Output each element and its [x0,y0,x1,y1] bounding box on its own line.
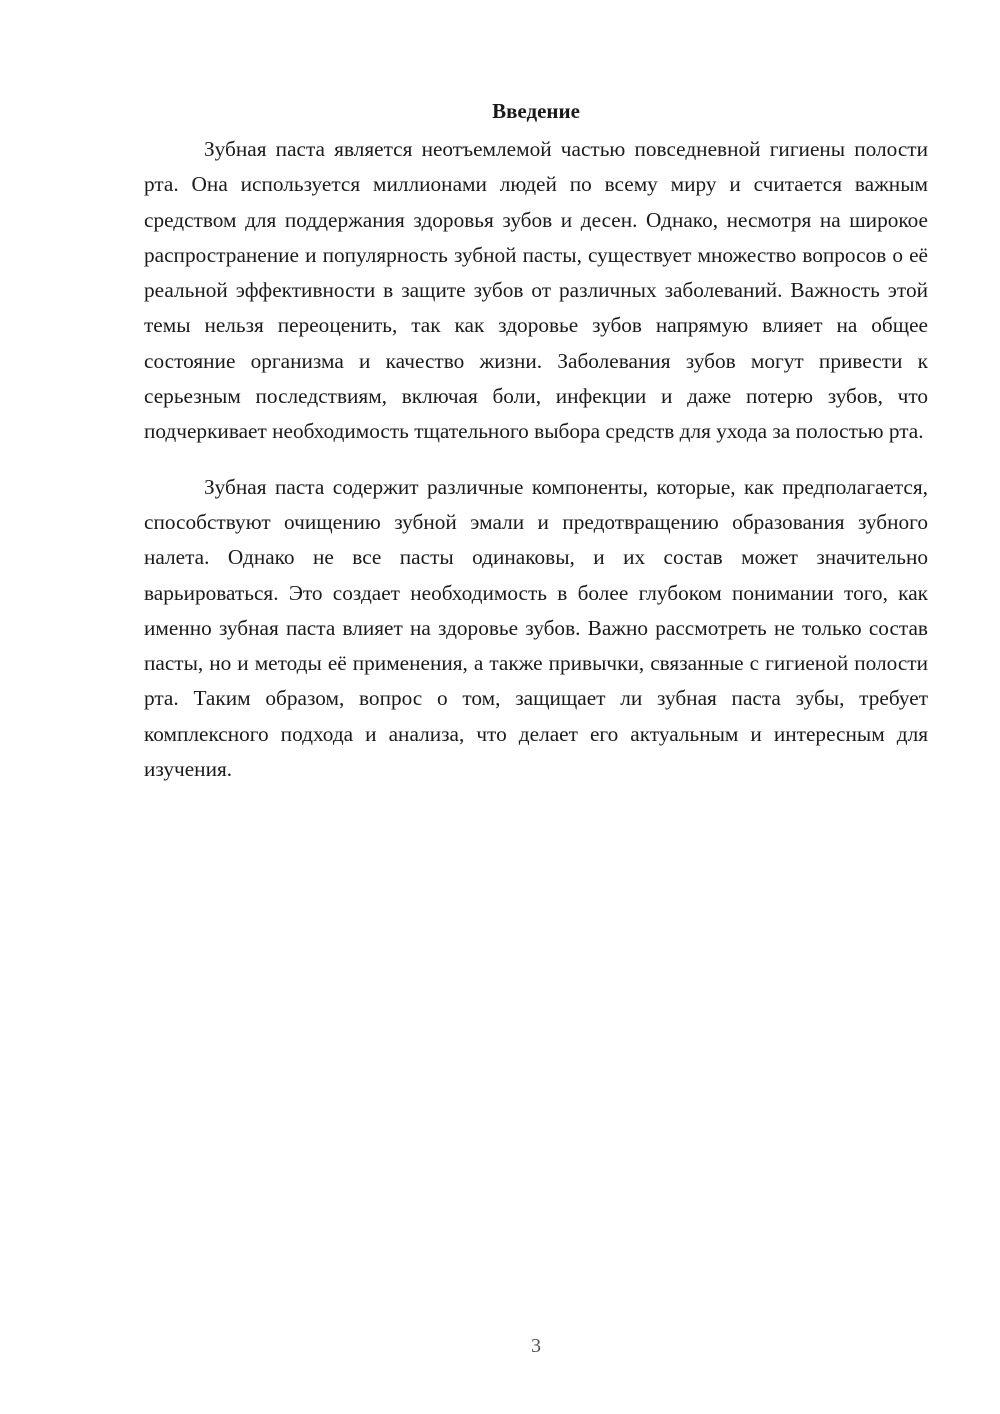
section-title: Введение [492,99,580,123]
paragraph-1: Зубная паста является неотъемлемой частью повседневной гигиены полости рта. Она используется миллионами людей по всему миру и считается важным средством для поддержания здоровья зубов и десен. Однако, несмотря на широкое распространение и популярность зубной пасты, существует множество вопросов о её реальной эффективности в защите зубов от различных заболеваний. Важность этой темы нельзя переоценить, так как здоровье зубов напрямую влияет на общее состояние организма и качество жизни. Заболевания зубов могут привести к серьезным последствиям, включая боли, инфекции и даже потерю зубов, что подчеркивает необходимость тщательного выбора средств для ухода за полостью рта. [144,137,928,444]
page-body [144,90,928,787]
paragraph-2: Зубная паста содержит различные компоненты, которые, как предполагается, способствуют очищению зубной эмали и предотвращению образования зубного налета. Однако не все пасты одинаковы, и их состав может значительно варьироваться. Это создает необходимость в более глубоком понимании того, как именно зубная паста влияет на здоровье зубов. Важно рассмотреть не только состав пасты, но и методы её применения, а также привычки, связанные с гигиеной полости рта. Таким образом, вопрос о том, защищает ли зубная паста зубы, требует комплексного подхода и анализа, что делает его актуальным и интересным для изучения. [144,474,928,782]
page-number: 3 [531,1335,541,1357]
